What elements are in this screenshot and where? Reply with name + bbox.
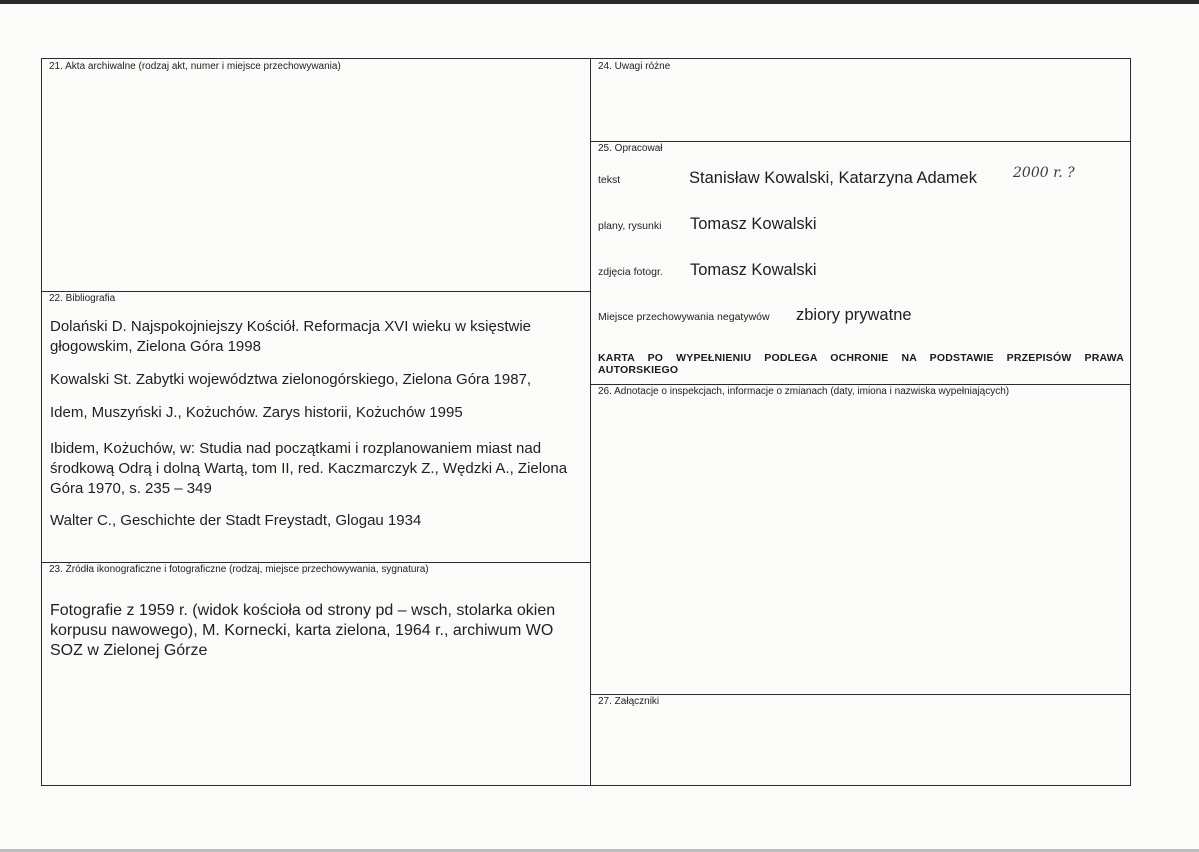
plany-value: Tomasz Kowalski [690,215,817,233]
divider-25-26 [590,384,1130,385]
bibliography-entry: Kowalski St. Zabytki województwa zielonogórskiego, Zielona Góra 1987, [50,371,532,388]
section-25-label: 25. Opracował [598,143,663,154]
copyright-notice: KARTA PO WYPEŁNIENIU PODLEGA OCHRONIE NA PODSTAWIE PRZEPISÓW PRAWA AUTORSKIEGO [598,352,1124,376]
divider-24-25 [590,141,1130,142]
divider-21-22 [42,291,590,292]
section-24-label: 24. Uwagi różne [598,61,671,72]
section-23-label: 23. Źródła ikonograficzne i fotograficzne (rodzaj, miejsce przechowywania, sygnatura) [49,564,429,575]
section-22-label: 22. Bibliografia [49,293,116,304]
section-21-label: 21. Akta archiwalne (rodzaj akt, numer i miejsce przechowywania) [49,61,341,72]
negatywy-label: Miejsce przechowywania negatywów [598,311,770,323]
plany-label: plany, rysunki [598,220,662,232]
divider-22-23 [42,562,590,563]
iconography-text: Fotografie z 1959 r. (widok kościoła od strony pd – wsch, stolarka okien korpusu nawowego), M. Kornecki, karta zielona, 1964 r., archiwum WO SOZ w Zielonej Górze [50,602,556,659]
bibliography-entry: Dolański D. Najspokojniejszy Kościół. Reformacja XVI wieku w księstwie głogowskim, Zielona Góra 1998 [50,318,532,355]
divider-26-27 [590,694,1130,695]
tekst-label: tekst [598,174,621,186]
bibliography-entry: Walter C., Geschichte der Stadt Freystadt, Glogau 1934 [50,512,422,529]
record-card-form [41,58,1131,786]
zdjecia-value: Tomasz Kowalski [690,261,817,279]
section-27-label: 27. Załączniki [598,696,660,707]
bibliography-entry: Ibidem, Kożuchów, w: Studia nad początkami i rozplanowaniem miast nad środkową Odrą i dolną Wartą, tom II, red. Kaczmarczyk Z., Wędzki A., Zielona Góra 1970, s. 235 – 349 [50,440,568,497]
section-26-label: 26. Adnotacje o inspekcjach, informacje o zmianach (daty, imiona i nazwiska wypełniających) [598,386,1010,397]
tekst-value: Stanisław Kowalski, Katarzyna Adamek [689,169,977,187]
zdjecia-label: zdjęcia fotogr. [598,266,663,278]
column-divider [590,59,591,785]
handwritten-note: 2000 r. ? [1013,165,1075,181]
scan-top-edge [0,0,1199,4]
negatywy-value: zbiory prywatne [796,306,912,324]
bibliography-entry: Idem, Muszyński J., Kożuchów. Zarys historii, Kożuchów 1995 [50,404,463,421]
